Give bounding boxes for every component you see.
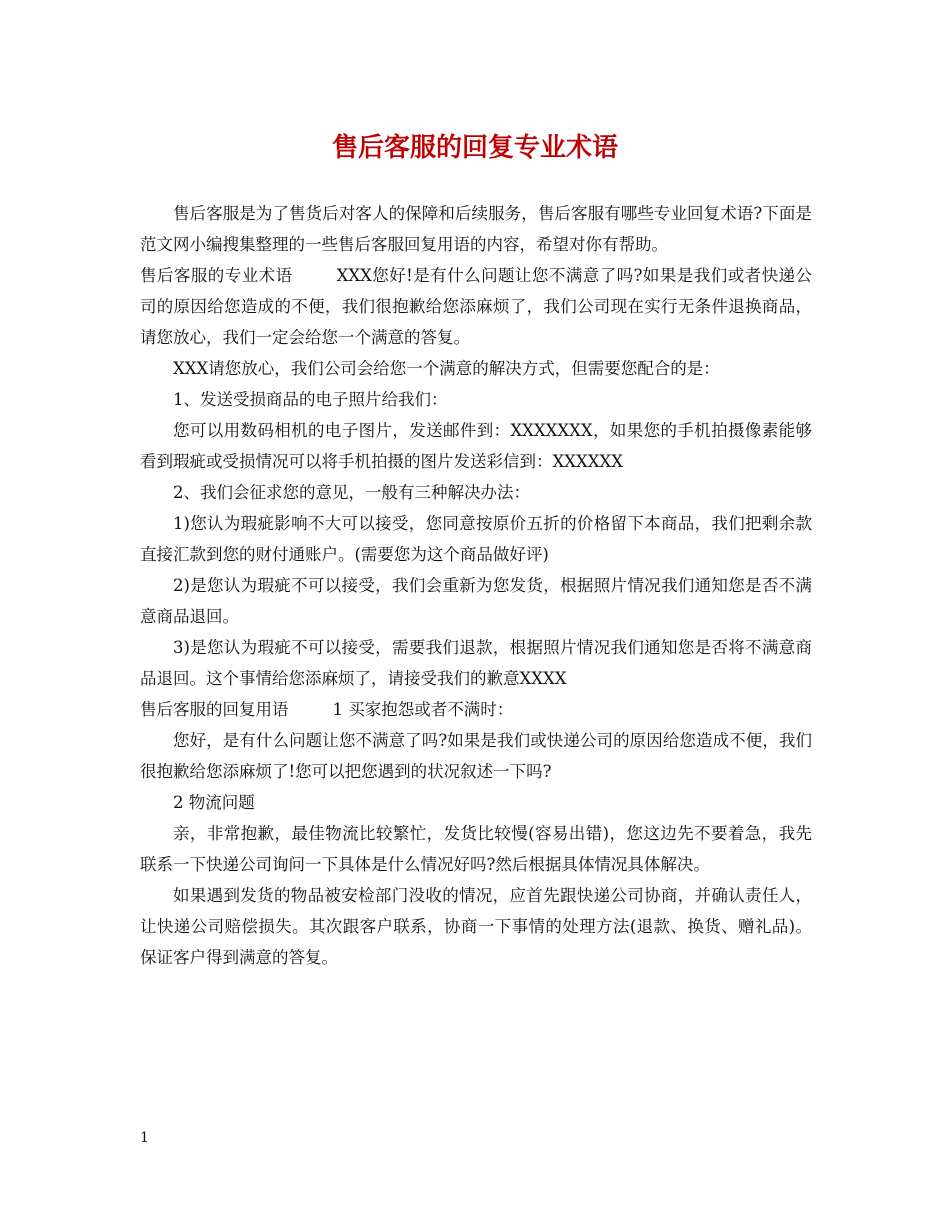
paragraph-replies [140, 694, 812, 725]
paragraph-replies-body: 1 买家抱怨或者不满时： [332, 700, 514, 719]
paragraph-step-1: 1、发送受损商品的电子照片给我们： [173, 390, 448, 409]
paragraph-reassure: XXX请您放心，我们公司会给您一个满意的解决方式，但需要您配合的是： [173, 359, 720, 378]
paragraph-logistics-reply: 亲，非常抱歉，最佳物流比较繁忙，发货比较慢(容易出错)，您这边先不要着急，我先联系一下快递公司询问一下具体是什么情况好吗?然后根据具体情况具体解决。 [140, 824, 812, 874]
paragraph-option-3: 3)是您认为瑕疵不可以接受，需要我们退款，根据照片情况我们通知您是否将不满意商品退回。这个事情给您添麻烦了，请接受我们的歉意XXXX [140, 638, 812, 688]
paragraph-terms [140, 260, 812, 353]
paragraph-option-2: 2)是您认为瑕疵不可以接受，我们会重新为您发货，根据照片情况我们通知您是否不满意商品退回。 [140, 576, 812, 626]
paragraph-terms-body: XXX您好!是有什么问题让您不满意了吗?如果是我们或者快递公司的原因给您造成的不便，我们很抱歉给您添麻烦了，我们公司现在实行无条件退换商品，请您放心，我们一定会给您一个满意的答复。 [140, 266, 813, 347]
paragraph-intro: 售后客服是为了售货后对客人的保障和后续服务，售后客服有哪些专业回复术语?下面是范文网小编搜集整理的一些售后客服回复用语的内容，希望对你有帮助。 [140, 204, 812, 254]
page-number: 1 [140, 1130, 149, 1146]
paragraph-photo-instructions: 您可以用数码相机的电子图片，发送邮件到：XXXXXXX，如果您的手机拍摄像素能够看到瑕疵或受损情况可以将手机拍摄的图片发送彩信到：XXXXXX [140, 421, 812, 471]
paragraph-option-1: 1)您认为瑕疵影响不大可以接受，您同意按原价五折的价格留下本商品，我们把剩余款直接汇款到您的财付通账户。(需要您为这个商品做好评) [140, 514, 812, 564]
paragraph-logistics-heading: 2 物流问题 [173, 793, 255, 812]
document-body [140, 198, 812, 973]
paragraph-complaint-reply: 您好，是有什么问题让您不满意了吗?如果是我们或快递公司的原因给您造成不便，我们很抱歉给您添麻烦了!您可以把您遇到的状况叙述一下吗? [140, 731, 812, 781]
paragraph-step-2: 2、我们会征求您的意见，一般有三种解决办法： [173, 483, 530, 502]
section-heading-terms: 售后客服的专业术语 [140, 266, 293, 285]
paragraph-confiscation: 如果遇到发货的物品被安检部门没收的情况，应首先跟快递公司协商，并确认责任人，让快递公司赔偿损失。其次跟客户联系，协商一下事情的处理方法(退款、换货、赠礼品)。保证客户得到满意的答复。 [140, 886, 812, 967]
document-title: 售后客服的回复专业术语 [331, 133, 618, 163]
section-heading-replies: 售后客服的回复用语 [140, 700, 289, 719]
